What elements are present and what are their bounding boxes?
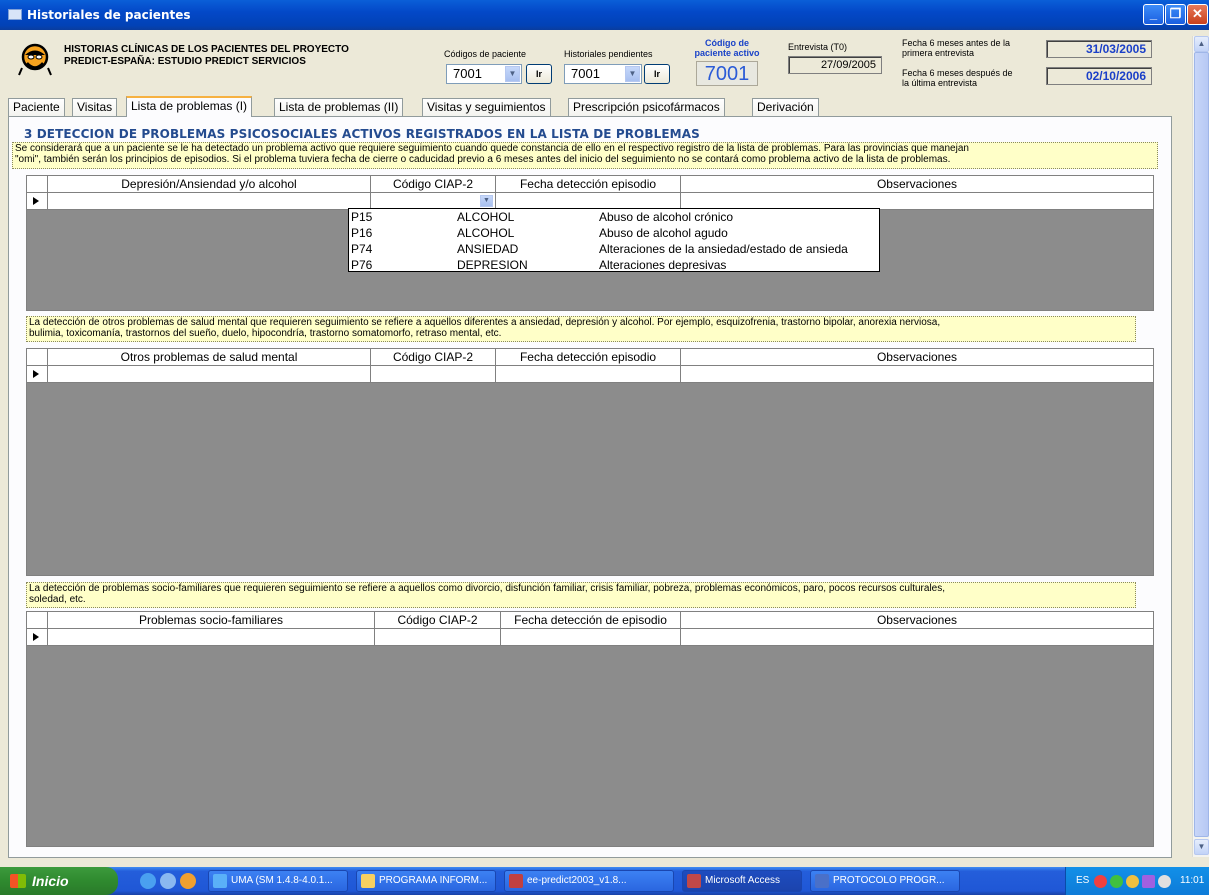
cell-codigo-ciap[interactable]: [371, 366, 496, 382]
tab-visitas-seguimientos[interactable]: Visitas y seguimientos: [422, 98, 551, 116]
project-title: [64, 44, 394, 68]
record-selector[interactable]: [27, 193, 48, 209]
messenger-icon[interactable]: [1158, 875, 1171, 888]
ciap-dropdown-list[interactable]: [348, 208, 880, 272]
outlook-icon[interactable]: [160, 873, 176, 889]
active-code-label: [693, 38, 761, 58]
codigos-ir-button[interactable]: Ir: [526, 64, 552, 84]
note-2-line-1: La detección de otros problemas de salud mental que requieren seguimiento se refiere a aquellos diferentes a ansiedad, depresión y alcohol. Por ejemplo, esquizofrenia, trastorno bipolar, anorexia nerviosa,: [29, 317, 941, 328]
windows-flag-icon: [10, 874, 26, 888]
note-otros-problemas: [26, 316, 1136, 342]
media-icon[interactable]: [180, 873, 196, 889]
window-title: Historiales de pacientes: [27, 8, 191, 22]
scroll-up-icon[interactable]: ▲: [1194, 36, 1209, 52]
col-fecha-deteccion[interactable]: Fecha detección episodio: [496, 349, 681, 365]
col-codigo-ciap[interactable]: Código CIAP-2: [375, 612, 501, 628]
pendientes-value: 7001: [571, 66, 600, 81]
col-codigo-ciap[interactable]: Código CIAP-2: [371, 349, 496, 365]
start-label: Inicio: [32, 873, 69, 889]
start-button[interactable]: [0, 867, 118, 895]
col-observaciones[interactable]: Observaciones: [876, 613, 958, 627]
dropdown-desc: Abuso de alcohol crónico: [599, 210, 734, 224]
record-selector[interactable]: [27, 366, 48, 382]
cell-codigo-ciap[interactable]: [375, 629, 501, 645]
access-icon: [687, 874, 701, 888]
vertical-scrollbar[interactable]: [1192, 36, 1209, 857]
window-titlebar[interactable]: [0, 0, 1209, 30]
cell-observaciones[interactable]: [681, 366, 1153, 382]
dropdown-code: P74: [351, 242, 373, 256]
record-pointer-icon: [33, 633, 39, 641]
fecha-despues-label-line-1: Fecha 6 meses después de: [902, 68, 1013, 78]
grid-1-header: [27, 176, 1153, 193]
task-label: PROTOCOLO PROGR...: [833, 875, 945, 886]
note-1-line-2: "omi", también serán los principios de episodios. Si el problema tuviera fecha de cierre o caducidad previo a 6 meses antes del inicio del seguimiento no se contará como problema activo de la lista de problemas.: [15, 154, 951, 165]
dropdown-group: ANSIEDAD: [457, 242, 519, 256]
taskbar: [0, 867, 1209, 895]
record-pointer-icon: [33, 197, 39, 205]
active-code-label-line-2: paciente activo: [694, 48, 760, 58]
form-icon: [8, 9, 22, 20]
clock: 11:01: [1180, 875, 1205, 886]
close-button[interactable]: ✕: [1187, 4, 1208, 25]
col-observaciones[interactable]: Observaciones: [876, 350, 958, 364]
col-depresion[interactable]: Depresión/Ansiendad y/o alcohol: [48, 176, 371, 192]
tab-paciente[interactable]: Paciente: [8, 98, 65, 116]
chevron-down-icon[interactable]: ▼: [480, 195, 493, 207]
grid-3-corner: [27, 612, 48, 628]
form-header: [4, 30, 1190, 96]
active-code-label-line-1: Código de: [705, 38, 749, 48]
pendientes-combo[interactable]: [564, 64, 642, 84]
task-uma[interactable]: [208, 870, 348, 892]
tab-lista-problemas-2[interactable]: Lista de problemas (II): [274, 98, 403, 116]
entrevista-label: Entrevista (T0): [788, 42, 848, 52]
active-patient-code: 7001: [696, 61, 758, 86]
cell-observaciones[interactable]: [681, 629, 1153, 645]
dropdown-desc: Alteraciones de la ansiedad/estado de ansieda: [599, 242, 848, 256]
note-3-line-2: soledad, etc.: [29, 594, 86, 605]
list-item[interactable]: [349, 209, 879, 225]
chevron-down-icon[interactable]: ▼: [505, 66, 520, 82]
antivirus-icon[interactable]: [1110, 875, 1123, 888]
fecha-antes-label-line-2: primera entrevista: [902, 48, 975, 58]
tab-lista-problemas-1[interactable]: Lista de problemas (I): [126, 96, 252, 117]
list-item[interactable]: [349, 257, 879, 273]
project-title-line-2: PREDICT-ESPAÑA: ESTUDIO PREDICT SERVICIOS: [64, 56, 306, 67]
fecha-despues-field: 02/10/2006: [1046, 67, 1152, 85]
ie-icon[interactable]: [140, 873, 156, 889]
col-socio-familiares[interactable]: Problemas socio-familiares: [48, 612, 375, 628]
list-item[interactable]: [349, 241, 879, 257]
section-title: 3 DETECCION DE PROBLEMAS PSICOSOCIALES ACTIVOS REGISTRADOS EN LA LISTA DE PROBLEMAS: [24, 127, 700, 141]
fecha-antes-field: 31/03/2005: [1046, 40, 1152, 58]
maximize-button[interactable]: ❐: [1165, 4, 1186, 25]
cell-fecha-deteccion[interactable]: [496, 366, 681, 382]
monitor-icon[interactable]: [1142, 875, 1155, 888]
grid-3-header: [27, 612, 1153, 629]
task-programa[interactable]: [356, 870, 496, 892]
dropdown-group: ALCOHOL: [457, 226, 515, 240]
dropdown-group: DEPRESION: [457, 258, 528, 272]
tab-visitas[interactable]: Visitas: [72, 98, 117, 116]
scroll-thumb[interactable]: [1194, 52, 1209, 837]
cell-observaciones[interactable]: [681, 193, 1153, 209]
dropdown-code: P15: [351, 210, 373, 224]
dropdown-group: ALCOHOL: [457, 210, 515, 224]
tab-prescripcion[interactable]: Prescripción psicofármacos: [568, 98, 725, 116]
grid-2-corner: [27, 349, 48, 365]
note-3-line-1: La detección de problemas socio-familiares que requieren seguimiento se refiere a aquellos como divorcio, disfunción familiar, crisis familiar, pobreza, problemas económicos, paro, pocos recursos culturales,: [29, 583, 946, 594]
word-icon: [815, 874, 829, 888]
task-protocolo[interactable]: [810, 870, 960, 892]
note-socio-familiares: [26, 582, 1136, 608]
cell-depresion[interactable]: [48, 193, 371, 209]
dropdown-code: P16: [351, 226, 373, 240]
col-codigo-ciap[interactable]: Código CIAP-2: [371, 176, 496, 192]
tab-derivacion[interactable]: Derivación: [752, 98, 819, 116]
project-title-line-1: HISTORIAS CLÍNICAS DE LOS PACIENTES DEL PROYECTO: [64, 44, 349, 55]
task-label: ee-predict2003_v1.8...: [527, 875, 627, 886]
dropdown-desc: Alteraciones depresivas: [599, 258, 727, 272]
network-icon[interactable]: [1094, 875, 1107, 888]
pendientes-ir-button[interactable]: Ir: [644, 64, 670, 84]
language-indicator[interactable]: ES: [1076, 875, 1090, 886]
table-row[interactable]: [27, 366, 1153, 383]
task-label: PROGRAMA INFORM...: [379, 875, 488, 886]
record-pointer-icon: [33, 370, 39, 378]
cell-fecha-deteccion[interactable]: [501, 629, 681, 645]
security-icon[interactable]: [1126, 875, 1139, 888]
task-label: UMA (SM 1.4.8-4.0.1...: [231, 875, 333, 886]
task-ee-predict[interactable]: [504, 870, 674, 892]
scroll-down-icon[interactable]: ▼: [1194, 839, 1209, 855]
codigos-value: 7001: [453, 66, 482, 81]
cell-fecha-deteccion[interactable]: [496, 193, 681, 209]
note-problemas-activos: [12, 142, 1158, 169]
grid-1-corner: [27, 176, 48, 192]
record-selector[interactable]: [27, 629, 48, 645]
note-1-line-1: Se considerará que a un paciente se le ha detectado un problema activo que requiere seguimiento cuando quede constancia de ello en el respectivo registro de la lista de problemas. Para las provincias que manejan: [15, 143, 969, 154]
fecha-despues-label-line-2: la última entrevista: [902, 78, 978, 88]
grid-otros-problemas: [26, 348, 1154, 576]
minimize-button[interactable]: _: [1143, 4, 1164, 25]
col-otros-problemas[interactable]: Otros problemas de salud mental: [48, 349, 371, 365]
folder-icon: [361, 874, 375, 888]
dropdown-code: P76: [351, 258, 373, 272]
fecha-antes-label: [902, 38, 1042, 58]
database-icon: [509, 874, 523, 888]
system-tray: [1065, 867, 1209, 895]
task-access[interactable]: [682, 870, 802, 892]
cell-otros-problemas[interactable]: [48, 366, 371, 382]
col-observaciones[interactable]: Observaciones: [876, 177, 958, 191]
dropdown-desc: Abuso de alcohol agudo: [599, 226, 728, 240]
codigos-combo[interactable]: [446, 64, 522, 84]
ie-icon: [213, 874, 227, 888]
entrevista-field: 27/09/2005: [788, 56, 882, 74]
chevron-down-icon[interactable]: ▼: [625, 66, 640, 82]
task-label: Microsoft Access: [705, 875, 781, 886]
grid-2-header: [27, 349, 1153, 366]
pendientes-label: Historiales pendientes: [564, 49, 653, 59]
grid-socio-familiares: [26, 611, 1154, 847]
col-fecha-deteccion[interactable]: Fecha detección episodio: [496, 176, 681, 192]
codigos-label: Códigos de paciente: [444, 49, 527, 59]
cell-codigo-ciap[interactable]: [371, 193, 496, 209]
fecha-despues-label: [902, 68, 1042, 88]
fecha-antes-label-line-1: Fecha 6 meses antes de la: [902, 38, 1011, 48]
list-item[interactable]: [349, 225, 879, 241]
table-row[interactable]: [27, 629, 1153, 646]
col-fecha-deteccion[interactable]: Fecha detección de episodio: [501, 612, 681, 628]
predict-logo-icon: [18, 42, 52, 76]
note-2-line-2: bulimia, toxicomanía, trastornos del sueño, duelo, hipocondría, trastorno somatomorfo, retraso mental, etc.: [29, 328, 502, 339]
cell-socio-familiares[interactable]: [48, 629, 375, 645]
